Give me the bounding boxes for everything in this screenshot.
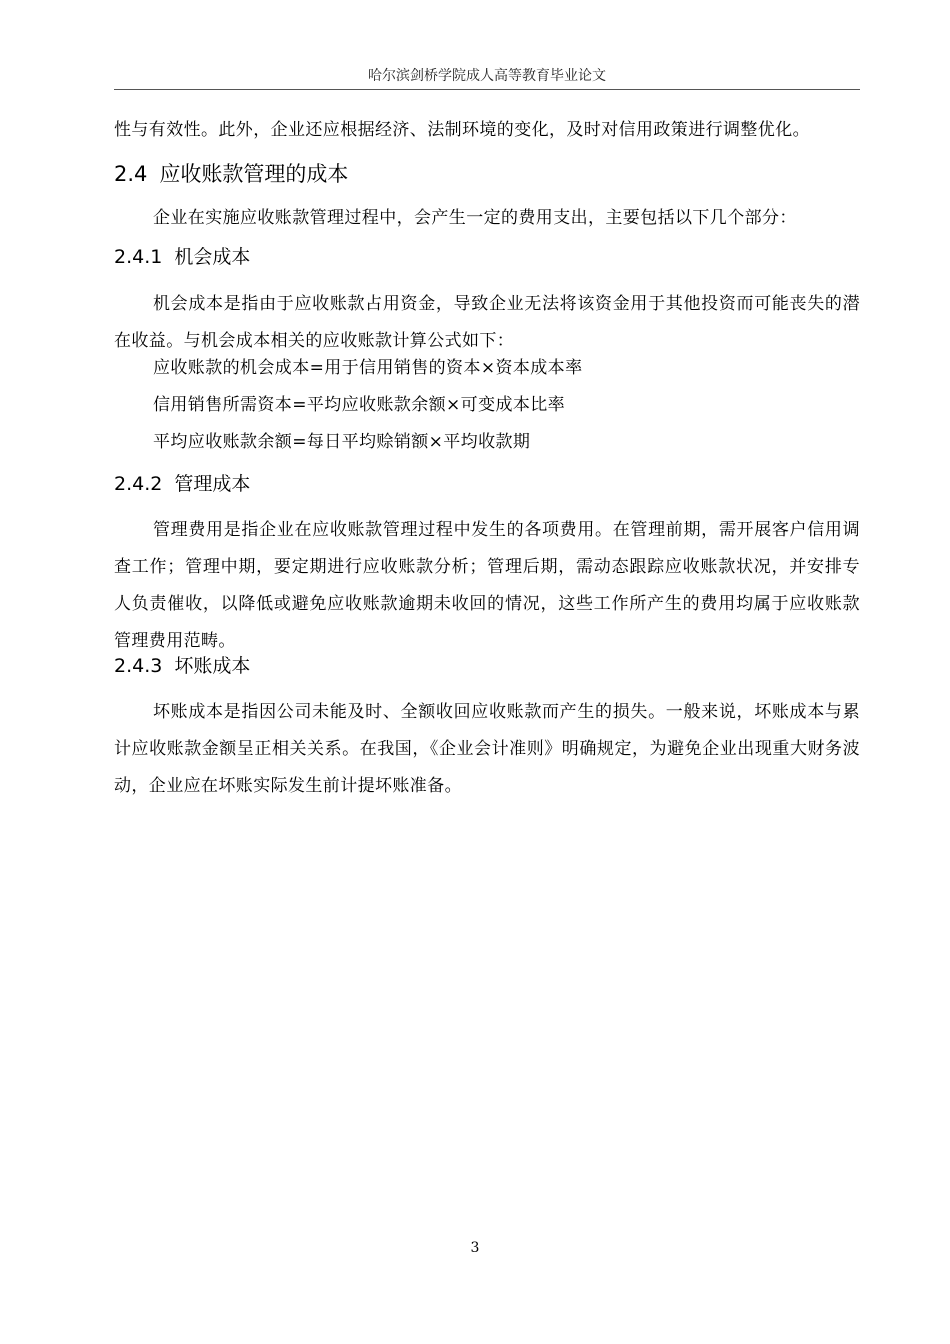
formula-line: 应收账款的机会成本=用于信用销售的资本×资本成本率 [153,358,583,378]
section-heading-2-4-3 [114,652,250,680]
section-title: 机会成本 [174,246,251,268]
section-heading-2-4-2 [114,470,250,498]
management-cost-paragraph: 管理费用是指企业在应收账款管理过程中发生的各项费用。在管理前期，需开展客户信用调查工作；管理中期，要定期进行应收账款分析；管理后期，需动态跟踪应收账款状况，并安排专人负责催收，以降低或避免应收账款逾期未收回的情况，这些工作所产生的费用均属于应收账款管理费用范畴。 [114,520,860,651]
section-heading-2-4 [114,159,348,189]
opportunity-cost-paragraph: 机会成本是指由于应收账款占用资金，导致企业无法将该资金用于其他投资而可能丧失的潜在收益。与机会成本相关的应收账款计算公式如下： [114,294,860,351]
section-number: 2.4 [114,162,148,186]
section-intro-paragraph: 企业在实施应收账款管理过程中，会产生一定的费用支出，主要包括以下几个部分： [153,208,797,228]
header-divider [114,89,860,90]
bad-debt-cost-paragraph: 坏账成本是指因公司未能及时、全额收回应收账款而产生的损失。一般来说，坏账成本与累计应收账款金额呈正相关关系。在我国，《企业会计准则》明确规定，为避免企业出现重大财务波动，企业应在坏账实际发生前计提坏账准备。 [114,702,860,796]
page-header-title: 哈尔滨剑桥学院成人高等教育毕业论文 [368,68,606,84]
formula-line: 信用销售所需资本=平均应收账款余额×可变成本比率 [153,395,566,415]
continued-paragraph: 性与有效性。此外，企业还应根据经济、法制环境的变化，及时对信用政策进行调整优化。 [114,120,810,140]
section-title: 应收账款管理的成本 [159,162,349,186]
section-number: 2.4.2 [114,473,163,495]
section-number: 2.4.1 [114,246,163,268]
section-heading-2-4-1 [114,243,250,271]
formula-line: 平均应收账款余额=每日平均赊销额×平均收款期 [153,432,531,452]
section-number: 2.4.3 [114,655,163,677]
section-title: 坏账成本 [174,655,251,677]
page-number: 3 [470,1240,480,1256]
section-title: 管理成本 [174,473,251,495]
